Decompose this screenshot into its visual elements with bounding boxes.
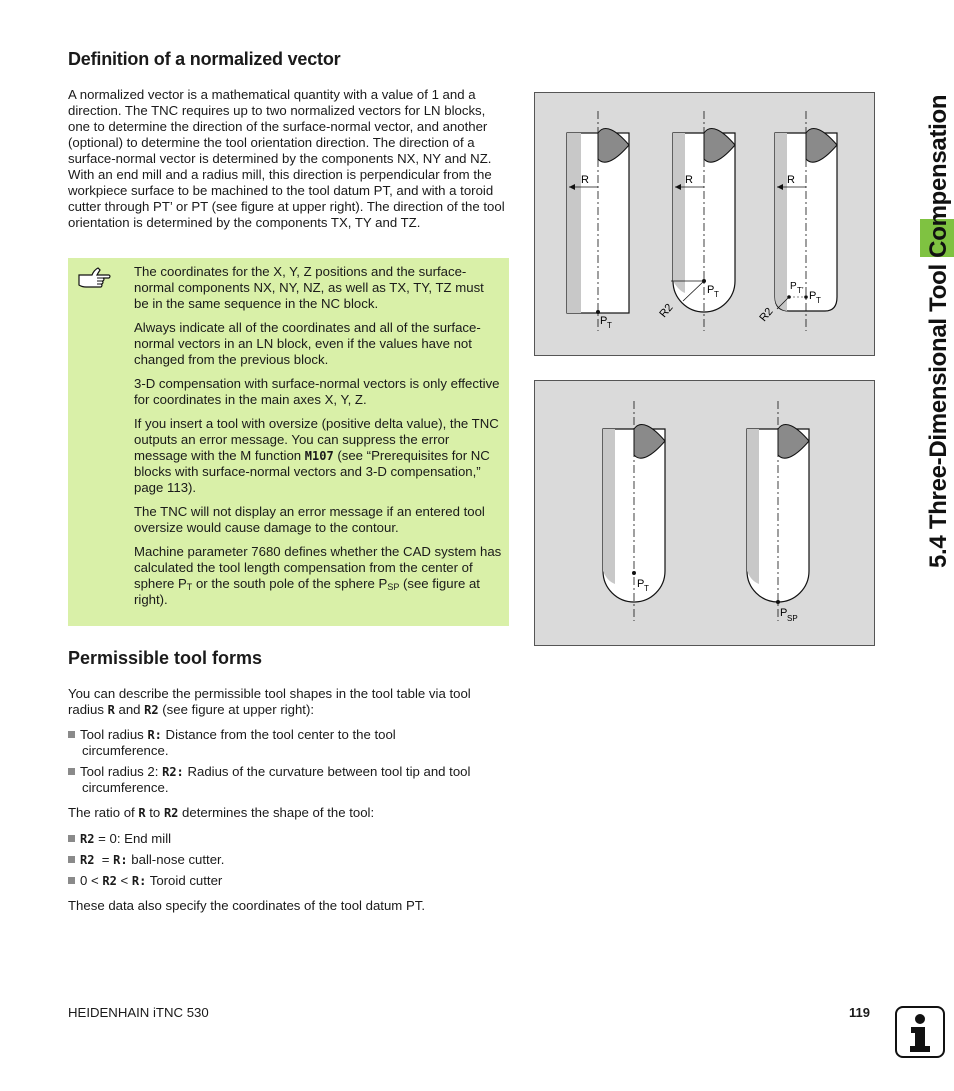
list-item-tool-radius: Tool radius R: Distance from the tool center to the tool circumference. (68, 727, 510, 759)
datum-figure (534, 380, 875, 646)
svg-text:SP: SP (787, 614, 798, 623)
forms-title: Permissible tool forms (68, 648, 263, 668)
ball-nose-r2-label: R2 (657, 301, 676, 321)
svg-text:P: P (637, 578, 645, 590)
note-all-coordinates: Always indicate all of the coordinates and all of the surface-normal vectors in an LN block, even if the values have not changed from the previous block. (134, 320, 481, 367)
manual-name: HEIDENHAIN iTNC 530 (68, 1005, 209, 1020)
note-no-error: The TNC will not display an error message if an entered tool oversize would cause damage to the contour. (134, 504, 485, 535)
page-number: 119 (849, 1005, 870, 1020)
toroid-drawing (757, 111, 837, 331)
svg-text:T: T (714, 290, 719, 299)
sphere-center-tool (603, 401, 665, 621)
list-item-toroid: 0 < R2 < R: Toroid cutter (68, 873, 510, 889)
note-main-axes: 3-D compensation with surface-normal vectors is only effective for coordinates in the main axes X, Y, Z. (134, 376, 500, 407)
definition-title: Definition of a normalized vector (68, 49, 341, 69)
list-item-tool-radius-2: Tool radius 2: R2: Radius of the curvature between tool tip and tool circumference. (68, 764, 510, 796)
forms-intro: You can describe the permissible tool shapes in the tool table via tool radius R and R2 (see figure at upper right): (68, 686, 471, 717)
section-side-title: 5.4 Three-Dimensional Tool Compensation (925, 94, 952, 568)
list-item-end-mill: R2 = 0: End mill (68, 831, 510, 847)
svg-text:T: T (644, 584, 649, 593)
south-pole-tool (747, 401, 809, 623)
note-machine-parameter: Machine parameter 7680 defines whether the CAD system has calculated the tool length compensation from the center of sphere $P_T$ or the south pole of the sphere $P_{SP}$ (see figure at right). (134, 544, 502, 607)
list-item-ball-nose: R2 = R: ball-nose cutter. (68, 852, 510, 868)
svg-text:T’: T’ (797, 286, 804, 295)
svg-text:P: P (600, 315, 608, 327)
toroid-r2-label: R2 (757, 305, 776, 325)
tool-forms-figure (534, 92, 875, 356)
info-icon (895, 1006, 945, 1058)
ratio-sentence: The ratio of R to R2 determines the shape of the tool: (68, 805, 375, 820)
note-oversize: If you insert a tool with oversize (positive delta value), the TNC outputs an error message. You can suppress the error message with the M function M107 (see “Prerequisites for NC blocks with surface-normal vectors and 3-D compensation,” page 113). (134, 416, 499, 495)
m107-code: M107 (304, 449, 334, 463)
note-box (68, 258, 509, 626)
closing-sentence: These data also specify the coordinates of the tool datum PT. (68, 898, 426, 913)
ball-nose-drawing (657, 111, 735, 331)
definition-body: A normalized vector is a mathematical quantity with a value of 1 and a direction. The TNC requires up to two normalized vectors for LN blocks, one to determine the direction of the surface-normal vector, and another (optional) to determine the tool orientation direction. The direction of a surface-normal vector is determined by the components NX, NY and NZ. With an end mill and a radius mill, this direction is perpendicular from the workpiece surface to be machined to the tool datum PT, and with a toroid cutter through PT’ or PT (see figure at upper right). The direction of the tool orientation is determined by the components TX, TY and TZ. (68, 87, 505, 230)
note-sequence: The coordinates for the X, Y, Z positions and the surface-normal components NX, NY, NZ, as well as TX, TY, TZ must be in the same sequence in the NC block. (134, 264, 484, 311)
svg-text:T: T (816, 296, 821, 305)
note-list (134, 264, 502, 616)
end-mill-drawing (567, 111, 629, 331)
ball-nose-r-label: R (685, 174, 693, 186)
svg-text:T: T (607, 321, 612, 330)
svg-text:P: P (707, 284, 715, 296)
svg-text:P: P (790, 281, 797, 292)
toroid-r-label: R (787, 174, 795, 186)
svg-text:P: P (809, 290, 817, 302)
pointing-hand-icon (78, 266, 112, 295)
end-mill-r-label: R (581, 174, 589, 186)
svg-text:P: P (780, 607, 788, 619)
